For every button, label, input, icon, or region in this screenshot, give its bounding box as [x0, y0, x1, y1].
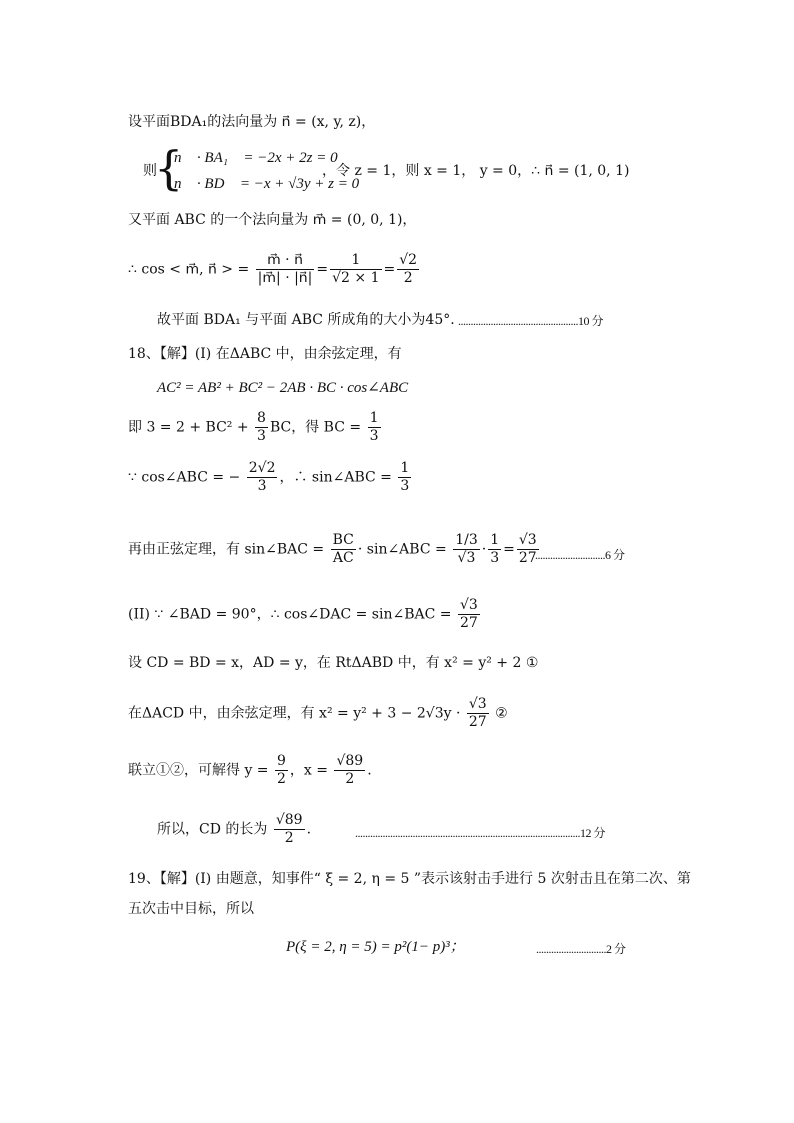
text-span: 联立①②，可解得 y =: [128, 762, 269, 779]
text-span: ∵ cos∠ABC = −: [128, 469, 241, 486]
text-span: =: [503, 541, 515, 558]
fraction: [334, 753, 365, 788]
fraction: [458, 597, 480, 632]
fraction: [398, 460, 411, 495]
text-span: 所以，CD 的长为: [157, 821, 268, 838]
solve-bc-line: [128, 410, 383, 445]
solve-system-line: [128, 753, 372, 788]
numerator: m⃗ · n⃗: [256, 252, 315, 270]
text-span: 设 CD = BD = x，AD = y，在 RtΔABD 中，有 x² = y² + 2 ①: [128, 655, 539, 671]
text-span: ，x =: [289, 762, 328, 779]
fraction: [247, 460, 278, 495]
equation-span: n⃗ · BD⃗ = −x + √3y + z = 0: [174, 176, 360, 192]
part-ii-line: [128, 597, 482, 632]
text-span: 则: [143, 163, 157, 179]
denominator: 2: [403, 270, 413, 286]
numerator: BC: [332, 532, 354, 548]
denominator: 3: [490, 550, 500, 566]
text-line-solution: [322, 162, 629, 180]
text-line-angle-result: [157, 311, 455, 329]
text-span: · sin∠ABC =: [357, 541, 447, 558]
text-span: .: [367, 762, 372, 779]
numerator: 9: [277, 753, 286, 769]
text-span: 即 3 = 2 + BC² +: [128, 419, 249, 436]
denominator: |m⃗| · |n⃗|: [257, 270, 313, 286]
text-span: (II) ∵ ∠BAD = 90°，∴ cos∠DAC = sin∠BAC =: [128, 606, 452, 623]
fraction: [330, 252, 381, 287]
text-line-normal-vector-abc: [128, 211, 416, 229]
numerator: 1/3: [455, 532, 478, 548]
numerator: √3: [468, 696, 487, 712]
denominator: 27: [468, 714, 487, 730]
fraction: [488, 532, 501, 567]
text-span: .: [306, 821, 312, 838]
fraction: [331, 532, 356, 567]
numerator: 1: [400, 460, 410, 476]
text-span: 在ΔACD 中，由余弦定理，有 x² = y² + 3 − 2√3y ·: [128, 705, 461, 722]
fraction: [397, 252, 419, 287]
text-span: ............................2 分: [536, 942, 626, 956]
setup-variables-line: [128, 654, 538, 672]
numerator: 1: [369, 410, 379, 426]
sine-law-line: [128, 532, 541, 567]
fraction: [255, 410, 268, 445]
text-span: 五次击中目标，所以: [128, 901, 254, 917]
problem-19-heading: [128, 870, 691, 888]
text-span: 又平面 ABC 的一个法向量为 m⃗ = (0, 0, 1)，: [128, 212, 417, 228]
text-span: ............................6 分: [535, 548, 625, 562]
fraction: [368, 410, 381, 445]
score-marker: [535, 546, 625, 563]
denominator: 27: [518, 550, 537, 566]
score-marker: [458, 312, 603, 329]
denominator: 3: [257, 428, 266, 444]
left-brace-icon: {: [154, 141, 184, 195]
numerator: √3: [459, 597, 478, 613]
numerator: √89: [336, 753, 364, 769]
numerator: 8: [257, 410, 266, 426]
denominator: 27: [459, 615, 478, 631]
text-span: ②: [495, 705, 508, 722]
denominator: 2: [345, 771, 355, 787]
fraction: [256, 252, 315, 287]
text-span: 18、【解】(I) 在ΔABC 中，由余弦定理，有: [128, 346, 402, 362]
cd-length-line: [157, 812, 311, 847]
equation-system-line-1: [174, 149, 338, 167]
denominator: 2: [284, 830, 294, 846]
equation-span: n⃗ · BA₁⃗ = −2x + 2z = 0: [174, 150, 338, 166]
equation-span: AC² = AB² + BC² − 2AB · BC · cos∠ABC: [157, 380, 409, 396]
text-span: 19、【解】(I) 由题意，知事件“ ξ = 2, η = 5 ”表示该射击手进行 5 次射击且在第二次、第: [128, 871, 691, 887]
text-span: ................................................10 分: [458, 314, 604, 328]
denominator: √3: [457, 550, 476, 566]
numerator: 2√2: [248, 460, 276, 476]
text-span: 设平面BDA₁的法向量为 n⃗ = (x, y, z)，: [128, 114, 376, 130]
score-marker: [536, 940, 626, 957]
cos-formula-line: ∴ cos < m⃗, n⃗ > = $\frac{m⃗ \cdot n⃗}{|m⃗| \cdot |n⃗|}$ = $\frac{1}{√2 \times 1}$ = $\frac{√2}{2}$: [128, 252, 418, 286]
denominator: AC: [332, 550, 354, 566]
fraction: [275, 753, 288, 788]
numerator: √89: [275, 812, 303, 828]
equation-span: P(ξ = 2, η = 5) = p²(1− p)³；: [286, 939, 465, 955]
text-span: BC，得 BC =: [269, 419, 362, 436]
cosine-law-acd-line: [128, 696, 508, 731]
text-span: 故平面 BDA₁ 与平面 ABC 所成角的大小为45°.: [157, 312, 455, 328]
denominator: 2: [277, 771, 286, 787]
problem-18-heading: [128, 345, 402, 363]
numerator: 1: [490, 532, 500, 548]
fraction: [467, 696, 489, 731]
numerator: 1: [330, 252, 381, 270]
fraction: [453, 532, 480, 567]
denominator: 3: [400, 478, 410, 494]
text-span: ..........................................................................................12 分: [355, 826, 606, 840]
score-marker: [355, 824, 605, 841]
denominator: 3: [257, 478, 267, 494]
numerator: √3: [518, 532, 537, 548]
numerator: √2: [399, 252, 418, 268]
denominator: 3: [369, 428, 379, 444]
fraction: [274, 812, 305, 847]
text-span: ·: [481, 541, 487, 558]
text-line-hit-target: [128, 900, 254, 918]
text-span: ∴ cos < m⃗, n⃗ > =: [128, 261, 250, 278]
text-span: ，∴ sin∠ABC =: [279, 469, 392, 486]
probability-equation: [286, 938, 465, 956]
denominator: √2 × 1: [332, 270, 380, 286]
sin-abc-line: [128, 460, 413, 495]
text-span: ，令 z = 1，则 x = 1， y = 0，∴ n⃗ = (1, 0, 1): [322, 163, 630, 179]
text-span: 再由正弦定理，有 sin∠BAC =: [128, 541, 325, 558]
text-line-normal-vector: [128, 113, 375, 131]
cosine-law-equation: [157, 379, 408, 397]
